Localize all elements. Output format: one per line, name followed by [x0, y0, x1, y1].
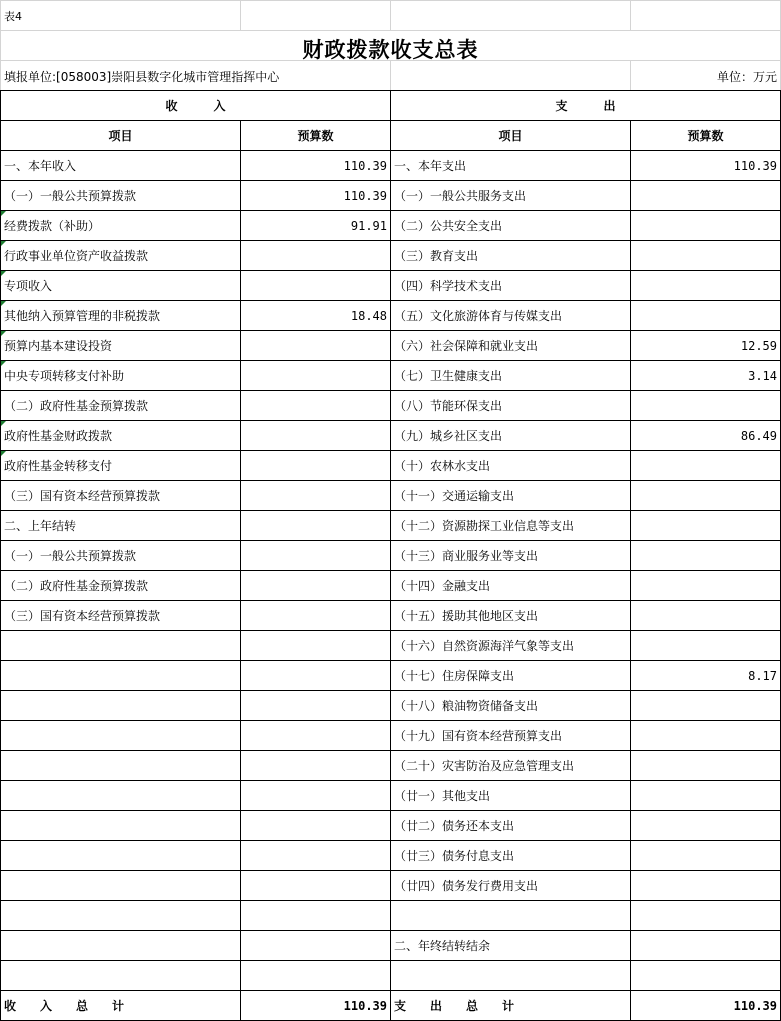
expense-item-cell[interactable] [391, 931, 631, 961]
expense-item-cell-text: （十）农林水支出 [394, 459, 491, 473]
expense-item-cell[interactable] [391, 751, 631, 781]
income-budget-cell[interactable] [241, 901, 391, 931]
income-budget-cell[interactable] [241, 361, 391, 391]
expense-budget-cell[interactable] [631, 181, 781, 211]
expense-budget-cell[interactable] [631, 721, 781, 751]
expense-item-cell[interactable] [391, 781, 631, 811]
income-item-cell[interactable] [1, 271, 241, 301]
table-row [1, 451, 781, 481]
sheet-gridline [630, 0, 631, 30]
table-row [1, 661, 781, 691]
expense-item-header[interactable]: 项目 [391, 121, 631, 151]
expense-item-cell-text: （九）城乡社区支出 [394, 429, 503, 443]
income-item-cell-text: 行政事业单位资产收益拨款 [4, 249, 149, 263]
table-row [1, 391, 781, 421]
expense-budget-cell[interactable] [631, 601, 781, 631]
expense-budget-cell[interactable] [631, 691, 781, 721]
table-row [1, 961, 781, 991]
expense-item-cell[interactable] [391, 391, 631, 421]
expense-item-cell[interactable] [391, 631, 631, 661]
income-budget-cell[interactable] [241, 511, 391, 541]
expense-budget-cell[interactable] [631, 271, 781, 301]
income-item-cell[interactable] [1, 601, 241, 631]
sheet-gridline [0, 0, 781, 1]
income-budget-cell[interactable] [241, 691, 391, 721]
expense-item-cell[interactable] [391, 841, 631, 871]
expense-budget-cell[interactable] [631, 391, 781, 421]
expense-budget-cell[interactable] [631, 841, 781, 871]
cell-note-marker-icon [1, 361, 6, 366]
expense-budget-cell[interactable] [631, 421, 781, 451]
expense-item-cell-text: （十八）粮油物资储备支出 [394, 699, 539, 713]
expense-item-cell-text: （十七）住房保障支出 [394, 669, 515, 683]
expense-item-cell-text: （八）节能环保支出 [394, 399, 503, 413]
income-budget-cell[interactable] [241, 391, 391, 421]
cell-note-marker-icon [1, 211, 6, 216]
income-budget-cell[interactable] [241, 931, 391, 961]
expense-item-cell-text: （五）文化旅游体育与传媒支出 [394, 309, 563, 323]
income-budget-cell[interactable] [241, 811, 391, 841]
income-item-cell[interactable] [1, 961, 241, 991]
income-budget-cell[interactable] [241, 241, 391, 271]
income-item-cell[interactable] [1, 691, 241, 721]
income-header[interactable]: 收 入 [1, 91, 391, 121]
income-item-cell-text: 预算内基本建设投资 [4, 339, 113, 353]
income-budget-cell-text: 91.91 [350, 218, 387, 233]
income-budget-cell[interactable] [241, 181, 391, 211]
expense-item-cell[interactable] [391, 601, 631, 631]
expense-budget-cell[interactable] [631, 151, 781, 181]
sheet-gridline [390, 60, 391, 90]
budget-table [0, 90, 781, 1021]
totals-row [1, 991, 781, 1021]
income-item-cell[interactable] [1, 931, 241, 961]
income-budget-cell[interactable] [241, 481, 391, 511]
table-row [1, 301, 781, 331]
expense-item-cell[interactable] [391, 661, 631, 691]
income-item-cell[interactable] [1, 361, 241, 391]
expense-budget-cell[interactable] [631, 961, 781, 991]
expense-item-cell-text: （十四）金融支出 [394, 579, 491, 593]
income-item-cell[interactable] [1, 151, 241, 181]
sheet-tag: 表4 [4, 10, 22, 23]
expense-budget-cell-text: 86.49 [740, 428, 777, 443]
income-item-cell-text: 中央专项转移支付补助 [4, 369, 125, 383]
income-item-cell[interactable] [1, 211, 241, 241]
table-row [1, 931, 781, 961]
expense-item-cell-text: （十一）交通运输支出 [394, 489, 515, 503]
expense-budget-cell-text: 3.14 [748, 368, 777, 383]
income-item-header[interactable]: 项目 [1, 121, 241, 151]
expense-budget-cell[interactable] [631, 241, 781, 271]
income-item-cell-text: （二）政府性基金预算拨款 [4, 579, 149, 593]
expense-item-cell-text: （四）科学技术支出 [394, 279, 503, 293]
expense-budget-cell[interactable] [631, 481, 781, 511]
table-row [1, 151, 781, 181]
income-item-cell[interactable] [1, 301, 241, 331]
expense-budget-cell-text: 8.17 [748, 668, 777, 683]
cell-note-marker-icon [1, 241, 6, 246]
reporting-unit: 填报单位:[058003]崇阳县数字化城市管理指挥中心 [4, 70, 280, 84]
expense-item-cell-text: （十九）国有资本经营预算支出 [394, 729, 563, 743]
table-row [1, 721, 781, 751]
expense-budget-cell[interactable] [631, 331, 781, 361]
expense-item-cell[interactable] [391, 181, 631, 211]
income-item-cell[interactable] [1, 481, 241, 511]
sheet-gridline [0, 30, 781, 31]
income-budget-cell[interactable] [241, 271, 391, 301]
page-title: 财政拨款收支总表 [302, 38, 479, 62]
expense-item-cell-text: （二十）灾害防治及应急管理支出 [394, 759, 575, 773]
income-item-cell[interactable] [1, 181, 241, 211]
income-item-cell-text: （三）国有资本经营预算拨款 [4, 489, 161, 503]
expense-budget-cell[interactable] [631, 301, 781, 331]
expense-item-cell-text: 二、年终结转结余 [394, 939, 491, 953]
expense-total-value[interactable]: 110.39 [631, 991, 781, 1021]
expense-item-cell[interactable] [391, 691, 631, 721]
table-row [1, 751, 781, 781]
cell-note-marker-icon [1, 271, 6, 276]
expense-item-cell[interactable] [391, 481, 631, 511]
expense-item-cell[interactable] [391, 301, 631, 331]
income-item-cell[interactable] [1, 661, 241, 691]
expense-budget-cell[interactable] [631, 781, 781, 811]
currency-unit: 单位：万元 [716, 70, 777, 84]
table-row [1, 691, 781, 721]
expense-item-cell-text: 一、本年支出 [394, 159, 467, 173]
table-row [1, 331, 781, 361]
table-body [1, 91, 781, 1021]
expense-item-cell[interactable] [391, 871, 631, 901]
expense-item-cell[interactable] [391, 241, 631, 271]
income-budget-cell[interactable] [241, 961, 391, 991]
table-row [1, 811, 781, 841]
income-item-cell-text: （一）一般公共预算拨款 [4, 549, 137, 563]
expense-budget-cell[interactable] [631, 871, 781, 901]
expense-budget-cell[interactable] [631, 571, 781, 601]
income-budget-cell[interactable] [241, 571, 391, 601]
income-item-cell-text: 二、上年结转 [4, 519, 77, 533]
income-item-cell-text: 专项收入 [4, 279, 53, 293]
sheet-gridline [240, 0, 241, 30]
income-item-cell-text: 其他纳入预算管理的非税拨款 [4, 309, 161, 323]
table-row [1, 871, 781, 901]
income-item-cell[interactable] [1, 901, 241, 931]
expense-item-cell-text: （一）一般公共服务支出 [394, 189, 527, 203]
expense-item-cell-text: （二）公共安全支出 [394, 219, 503, 233]
expense-item-cell-text: （十五）援助其他地区支出 [394, 609, 539, 623]
expense-item-cell-text: （廿三）债务付息支出 [394, 849, 515, 863]
table-row [1, 781, 781, 811]
income-budget-cell[interactable] [241, 661, 391, 691]
income-item-cell-text: 政府性基金转移支付 [4, 459, 113, 473]
column-header-row [1, 121, 781, 151]
income-budget-cell[interactable] [241, 331, 391, 361]
income-budget-cell[interactable] [241, 151, 391, 181]
income-budget-cell-text: 18.48 [350, 308, 387, 323]
expense-header[interactable]: 支 出 [391, 91, 781, 121]
expense-item-cell[interactable] [391, 331, 631, 361]
income-budget-cell[interactable] [241, 211, 391, 241]
table-row [1, 241, 781, 271]
expense-item-cell[interactable] [391, 361, 631, 391]
income-budget-cell[interactable] [241, 601, 391, 631]
income-item-cell[interactable] [1, 541, 241, 571]
table-row [1, 511, 781, 541]
income-item-cell-text: 政府性基金财政拨款 [4, 429, 113, 443]
income-item-cell[interactable] [1, 511, 241, 541]
income-item-cell[interactable] [1, 871, 241, 901]
income-item-cell[interactable] [1, 451, 241, 481]
expense-item-cell[interactable] [391, 571, 631, 601]
cell-note-marker-icon [1, 301, 6, 306]
table-row [1, 841, 781, 871]
income-budget-cell[interactable] [241, 781, 391, 811]
income-budget-cell[interactable] [241, 631, 391, 661]
expense-item-cell[interactable] [391, 151, 631, 181]
expense-item-cell[interactable] [391, 811, 631, 841]
income-budget-cell[interactable] [241, 541, 391, 571]
expense-budget-cell[interactable] [631, 931, 781, 961]
expense-item-cell-text: （十二）资源勘探工业信息等支出 [394, 519, 575, 533]
expense-item-cell[interactable] [391, 451, 631, 481]
income-item-cell[interactable] [1, 721, 241, 751]
income-budget-cell-text: 110.39 [343, 158, 387, 173]
expense-item-cell[interactable] [391, 421, 631, 451]
expense-budget-cell[interactable] [631, 511, 781, 541]
income-budget-cell[interactable] [241, 751, 391, 781]
table-row [1, 361, 781, 391]
sheet-gridline [390, 0, 391, 30]
income-budget-cell[interactable] [241, 301, 391, 331]
expense-item-cell[interactable] [391, 721, 631, 751]
income-item-cell[interactable] [1, 391, 241, 421]
income-budget-cell-text: 110.39 [343, 188, 387, 203]
expense-item-cell[interactable] [391, 511, 631, 541]
cell-note-marker-icon [1, 451, 6, 456]
income-budget-cell[interactable] [241, 451, 391, 481]
expense-item-cell-text: （廿二）债务还本支出 [394, 819, 515, 833]
income-item-cell-text: 经费拨款（补助） [4, 219, 101, 233]
expense-item-cell-text: （七）卫生健康支出 [394, 369, 503, 383]
table-row [1, 601, 781, 631]
income-item-cell[interactable] [1, 781, 241, 811]
income-item-cell-text: （一）一般公共预算拨款 [4, 189, 137, 203]
expense-budget-cell[interactable] [631, 631, 781, 661]
expense-item-cell[interactable] [391, 211, 631, 241]
income-item-cell[interactable] [1, 571, 241, 601]
income-budget-cell[interactable] [241, 421, 391, 451]
income-total-value[interactable]: 110.39 [241, 991, 391, 1021]
table-row [1, 211, 781, 241]
expense-item-cell-text: （三）教育支出 [394, 249, 479, 263]
table-row [1, 901, 781, 931]
section-header-row [1, 91, 781, 121]
table-row [1, 181, 781, 211]
expense-budget-cell[interactable] [631, 751, 781, 781]
expense-budget-cell[interactable] [631, 211, 781, 241]
expense-budget-cell[interactable] [631, 661, 781, 691]
income-budget-cell[interactable] [241, 721, 391, 751]
expense-item-cell-text: （六）社会保障和就业支出 [394, 339, 539, 353]
cell-note-marker-icon [1, 331, 6, 336]
table-row [1, 631, 781, 661]
income-item-cell[interactable] [1, 241, 241, 271]
income-item-cell[interactable] [1, 631, 241, 661]
income-item-cell[interactable] [1, 811, 241, 841]
expense-budget-cell[interactable] [631, 811, 781, 841]
expense-budget-cell[interactable] [631, 901, 781, 931]
income-total-label[interactable]: 收 入 总 计 [1, 991, 241, 1021]
income-item-cell-text: （三）国有资本经营预算拨款 [4, 609, 161, 623]
table-row [1, 271, 781, 301]
table-row [1, 571, 781, 601]
table-row [1, 541, 781, 571]
income-item-cell[interactable] [1, 331, 241, 361]
income-budget-cell[interactable] [241, 871, 391, 901]
expense-item-cell-text: （廿四）债务发行费用支出 [394, 879, 539, 893]
expense-budget-cell-text: 12.59 [740, 338, 777, 353]
expense-item-cell-text: （十三）商业服务业等支出 [394, 549, 539, 563]
expense-budget-header[interactable]: 预算数 [631, 121, 781, 151]
table-row [1, 421, 781, 451]
expense-item-cell[interactable] [391, 541, 631, 571]
expense-total-label[interactable]: 支 出 总 计 [391, 991, 631, 1021]
table-row [1, 481, 781, 511]
income-item-cell-text: 一、本年收入 [4, 159, 77, 173]
income-budget-cell[interactable] [241, 841, 391, 871]
expense-item-cell[interactable] [391, 271, 631, 301]
expense-item-cell-text: （十六）自然资源海洋气象等支出 [394, 639, 575, 653]
expense-budget-cell[interactable] [631, 541, 781, 571]
income-budget-header[interactable]: 预算数 [241, 121, 391, 151]
income-item-cell-text: （二）政府性基金预算拨款 [4, 399, 149, 413]
expense-budget-cell[interactable] [631, 451, 781, 481]
income-item-cell[interactable] [1, 751, 241, 781]
cell-note-marker-icon [1, 421, 6, 426]
sheet-gridline [630, 60, 631, 90]
income-item-cell[interactable] [1, 421, 241, 451]
expense-item-cell[interactable] [391, 961, 631, 991]
expense-item-cell-text: （廿一）其他支出 [394, 789, 491, 803]
expense-item-cell[interactable] [391, 901, 631, 931]
income-item-cell[interactable] [1, 841, 241, 871]
expense-budget-cell[interactable] [631, 361, 781, 391]
expense-budget-cell-text: 110.39 [733, 158, 777, 173]
